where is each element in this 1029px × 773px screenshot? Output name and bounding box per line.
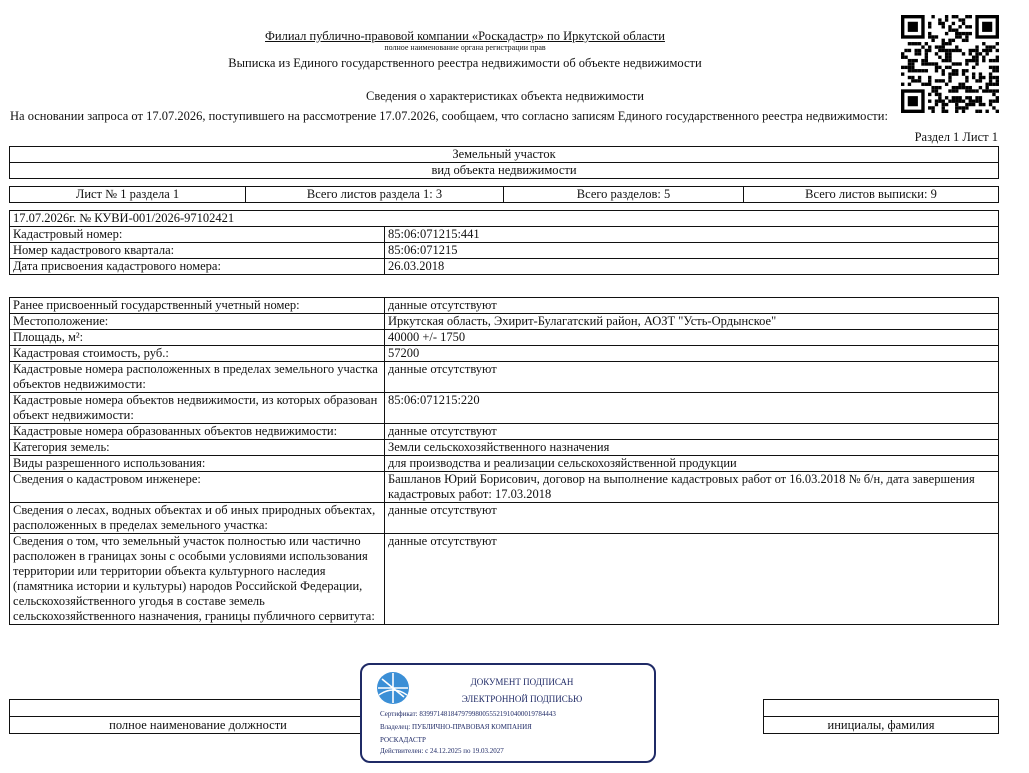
row-value: данные отсутствуют	[385, 503, 999, 534]
position-caption: полное наименование должности	[10, 717, 387, 734]
row-label: Номер кадастрового квартала:	[10, 243, 385, 259]
name-field	[764, 700, 999, 717]
row-label: Ранее присвоенный государственный учетный номер:	[10, 298, 385, 314]
row-label: Виды разрешенного использования:	[10, 456, 385, 472]
table-row	[10, 330, 999, 346]
table-row	[10, 243, 999, 259]
position-field	[10, 700, 387, 717]
row-label: Кадастровые номера объектов недвижимости, из которых образован объект недвижимости:	[10, 393, 385, 424]
row-label: Местоположение:	[10, 314, 385, 330]
e-signature-stamp	[360, 663, 656, 763]
row-value: 85:06:071215:220	[385, 393, 999, 424]
qr-code-icon	[901, 15, 999, 113]
document-title: Выписка из Единого государственного реестра недвижимости об объекте недвижимости	[228, 56, 702, 70]
row-value: 85:06:071215	[385, 243, 999, 259]
row-label: Сведения о лесах, водных объектах и об иных природных объектах, расположенных в пределах земельного участка:	[10, 503, 385, 534]
stamp-owner: Владелец: ПУБЛИЧНО-ПРАВОВАЯ КОМПАНИЯ	[380, 723, 532, 731]
table-row	[10, 298, 999, 314]
row-label: Кадастровая стоимость, руб.:	[10, 346, 385, 362]
table-row	[10, 393, 999, 424]
stamp-valid: Действителен: с 24.12.2025 по 19.03.2027	[380, 747, 504, 755]
stamp-line2: ЭЛЕКТРОННОЙ ПОДПИСЬЮ	[461, 694, 583, 704]
section-ref: Раздел 1 Лист 1	[914, 130, 998, 144]
total-sheets-extract: Всего листов выписки: 9	[744, 187, 999, 203]
table-row	[10, 440, 999, 456]
table-row	[10, 314, 999, 330]
name-caption: инициалы, фамилия	[764, 717, 999, 734]
row-label: Кадастровые номера расположенных в пределах земельного участка объектов недвижимости:	[10, 362, 385, 393]
sheet-number: Лист № 1 раздела 1	[10, 187, 246, 203]
agency-name: Филиал публично-правовой компании «Роскадастр» по Иркутской области	[265, 29, 665, 43]
stamp-owner2: РОСКАДАСТР	[380, 736, 426, 744]
date-number: 17.07.2026г. № КУВИ-001/2026-97102421	[10, 211, 999, 227]
sheets-table	[9, 186, 999, 203]
table-row	[10, 472, 999, 503]
row-label: Площадь, м²:	[10, 330, 385, 346]
table-row	[10, 362, 999, 393]
row-value: данные отсутствуют	[385, 362, 999, 393]
table-row	[10, 424, 999, 440]
ids-table	[9, 210, 999, 275]
row-value: Иркутская область, Эхирит-Булагатский район, АОЗТ "Усть-Ордынское"	[385, 314, 999, 330]
object-type: Земельный участок	[10, 147, 999, 163]
object-type-table	[9, 146, 999, 179]
info-title: Сведения о характеристиках объекта недвижимости	[366, 89, 644, 103]
row-value: 57200	[385, 346, 999, 362]
row-value: данные отсутствуют	[385, 424, 999, 440]
table-row	[10, 259, 999, 275]
row-label: Кадастровый номер:	[10, 227, 385, 243]
row-value: данные отсутствуют	[385, 534, 999, 625]
row-label: Категория земель:	[10, 440, 385, 456]
table-row	[10, 227, 999, 243]
stamp-line1: ДОКУМЕНТ ПОДПИСАН	[470, 677, 574, 687]
table-row	[10, 346, 999, 362]
row-label: Сведения о кадастровом инженере:	[10, 472, 385, 503]
agency-caption: полное наименование органа регистрации прав	[384, 43, 546, 52]
row-value: 40000 +/- 1750	[385, 330, 999, 346]
row-label: Дата присвоения кадастрового номера:	[10, 259, 385, 275]
details-table	[9, 297, 999, 625]
row-value: 26.03.2018	[385, 259, 999, 275]
table-row	[10, 534, 999, 625]
request-basis: На основании запроса от 17.07.2026, поступившего на рассмотрение 17.07.2026, сообщаем, что согласно записям Единого государственного реестра недвижимости:	[10, 109, 888, 123]
row-value: Башланов Юрий Борисович, договор на выполнение кадастровых работ от 16.03.2018 № б/н, дата завершения кадастровых работ: 17.03.2018	[385, 472, 999, 503]
row-label: Кадастровые номера образованных объектов недвижимости:	[10, 424, 385, 440]
row-value: для производства и реализации сельскохозяйственной продукции	[385, 456, 999, 472]
table-row	[10, 503, 999, 534]
row-value: данные отсутствуют	[385, 298, 999, 314]
total-sheets-section: Всего листов раздела 1: 3	[246, 187, 504, 203]
row-value: 85:06:071215:441	[385, 227, 999, 243]
stamp-certificate: Сертификат: 839971481847979980055521910400019784443	[380, 710, 556, 718]
row-label: Сведения о том, что земельный участок полностью или частично расположен в границах зоны с особыми условиями использования территории или территории объекта культурного наследия (памятника истории и культуры) народов Российской Федерации, сельскохозяйственного угодья в составе земель сельскохозяйственного назначения, границы публичного сервитута:	[10, 534, 385, 625]
table-row	[10, 456, 999, 472]
total-sections: Всего разделов: 5	[504, 187, 744, 203]
object-type-caption: вид объекта недвижимости	[10, 163, 999, 179]
row-value: Земли сельскохозяйственного назначения	[385, 440, 999, 456]
